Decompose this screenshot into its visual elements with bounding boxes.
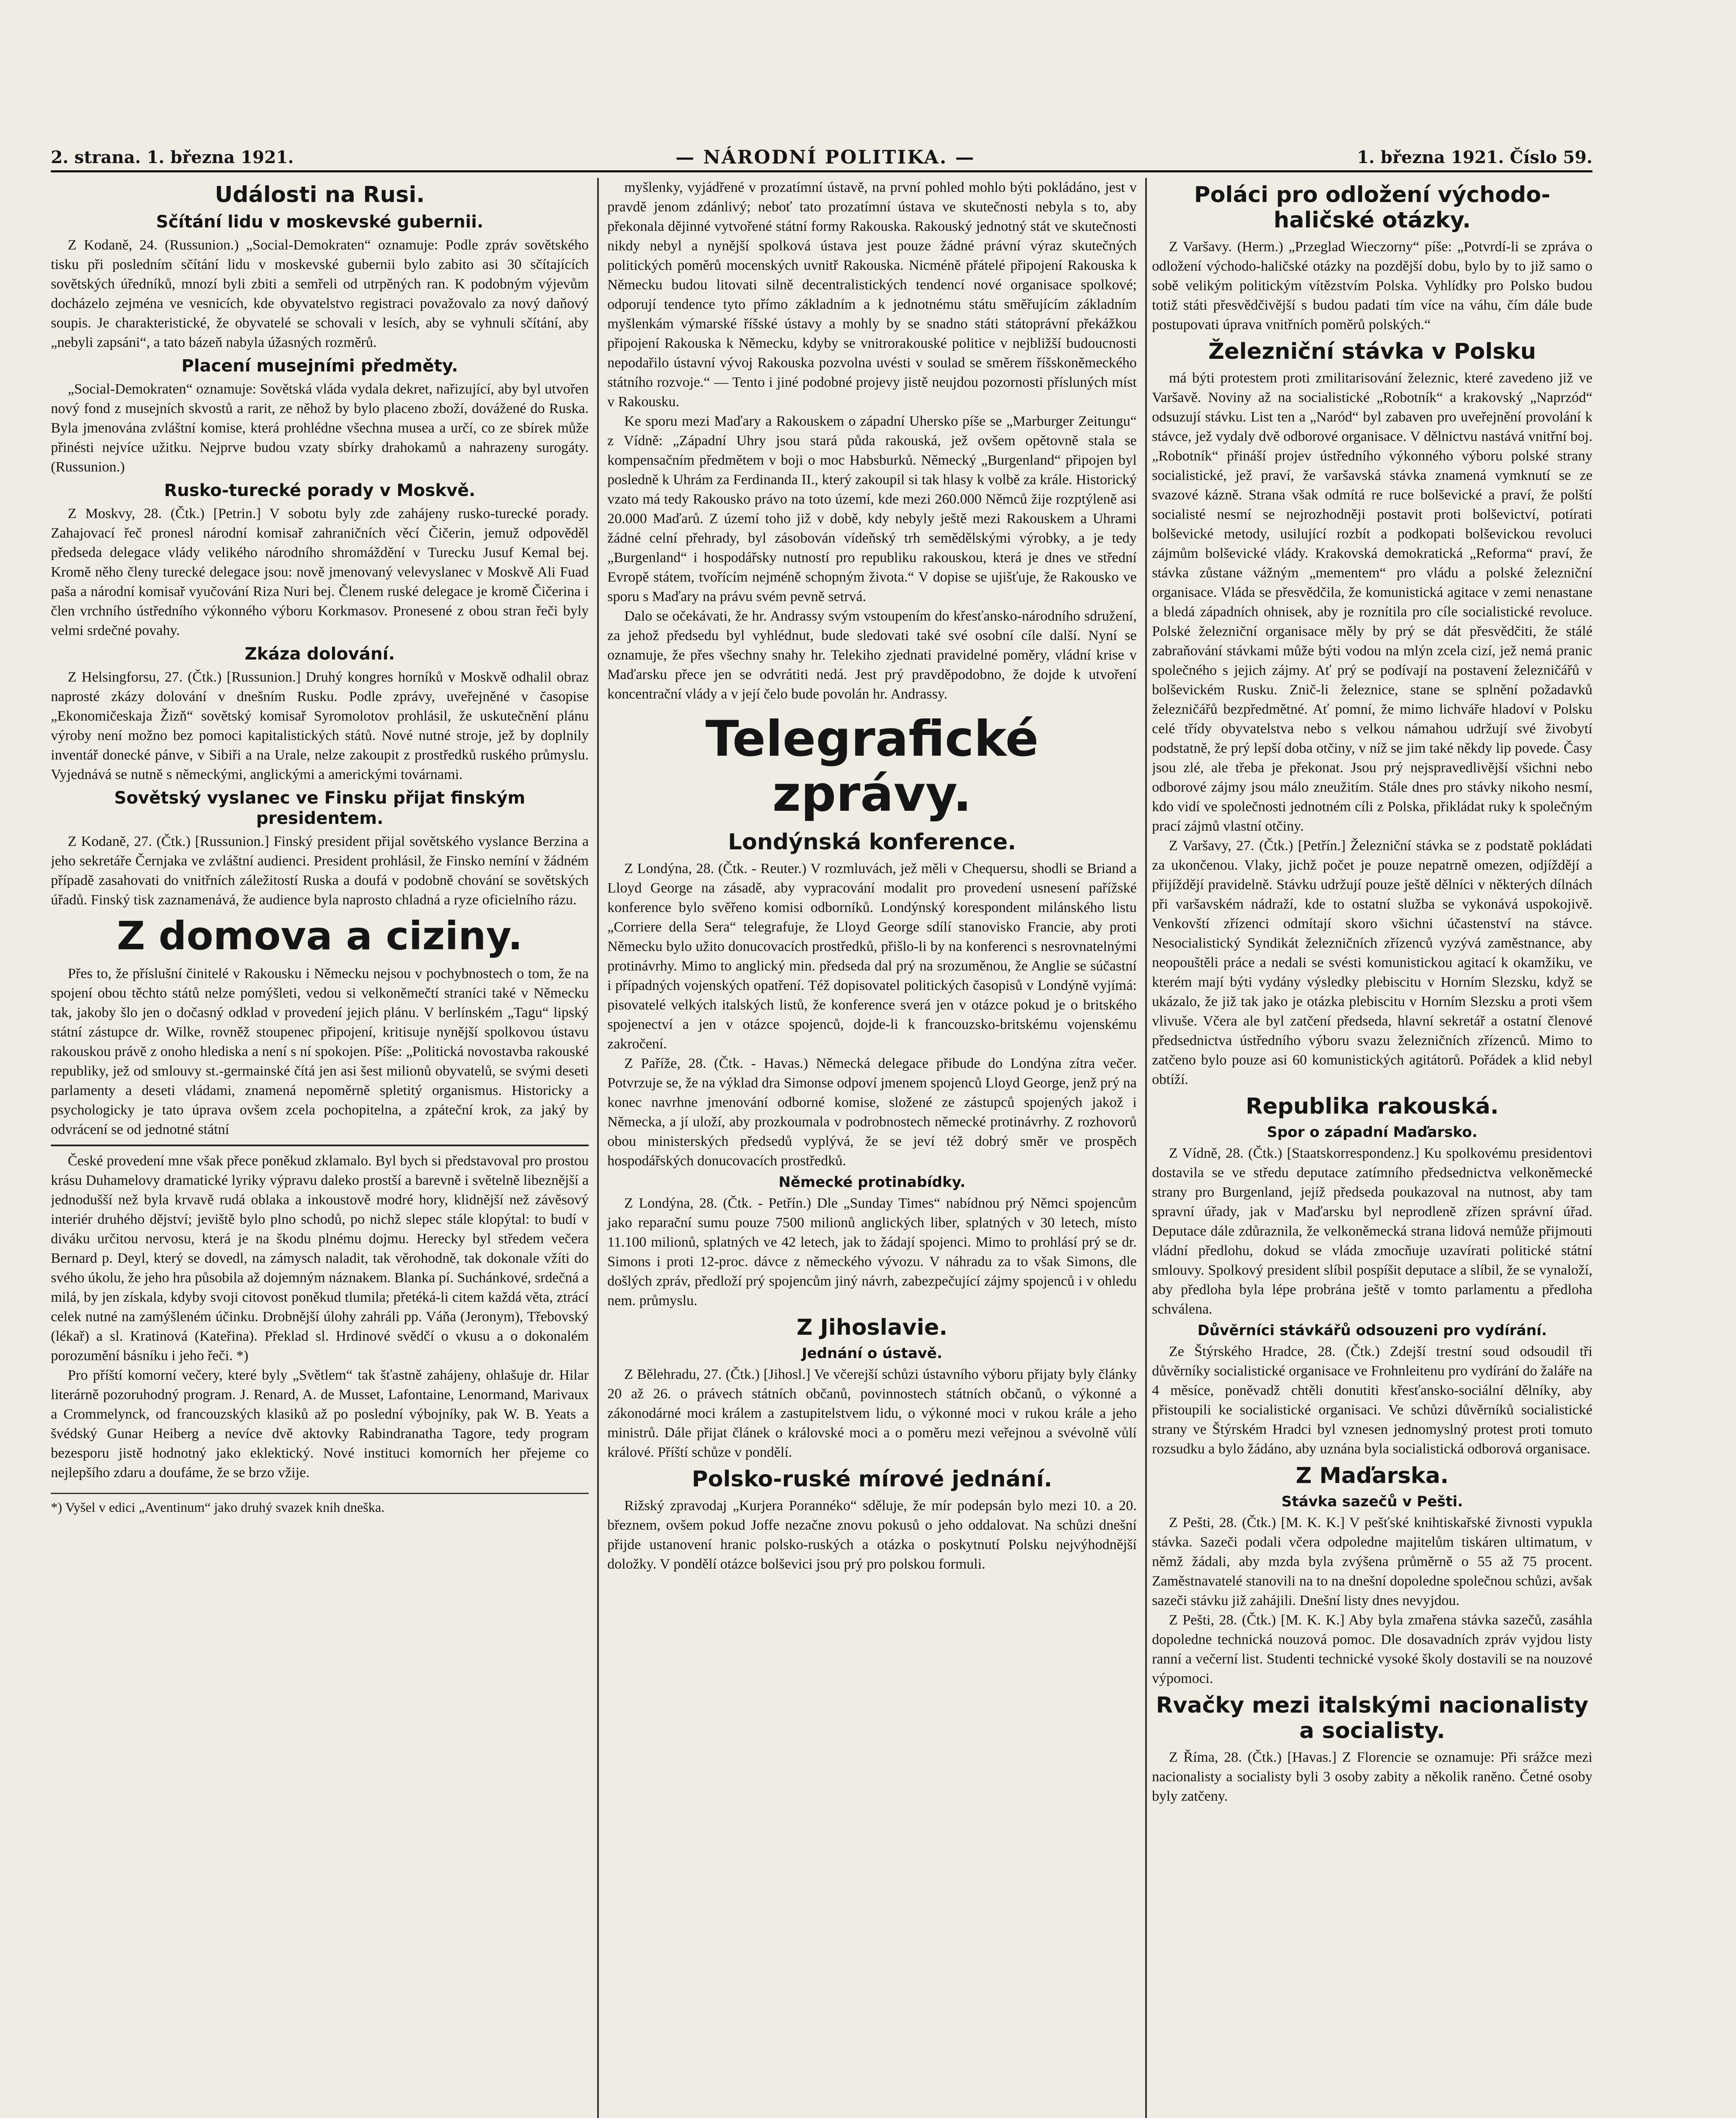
article-text: Přes to, že příslušní činitelé v Rakousku i Německu nejsou v pochybnostech o tom, že na spojení obou těchto států nelze pomýšleti, vedou si velkoněmečtí straníci také v Německu tak, jakoby šlo jen o dočasný odklad v provedení jejich plánu. V berlínském „Tagu“ lipský státní zástupce dr. Wilke, rovněž stoupenec připojení, kritisuje nynější spolkovou ústavu rakouskou právě z onoho hlediska a není s ní spokojen. Píše: „Politická novostavba rakouské republiky, jež od smlouvy st.-germainské čítá jen asi šest milionů obyvatelů, se svými deseti parlamenty a deseti vládami, znamená nepoměrně spletitý organismus. Historicky a psychologicky je tato úprava ovšem zcela pochopitelna, a zpáteční krok, za jaký by odvrácení se od jednotné státní [51, 966, 589, 1137]
article-text: Z Moskvy, 28. (Čtk.) [Petrin.] V sobotu byly zde zahájeny rusko-turecké porady. Zahajovací řeč pronesl národní komisař zahraničních věcí Čičerin, jemuž odpověděl předseda delegace vlády velikého národního shromáždění v Turecku Jusuf Kemal bej. Kromě něho členy turecké delegace jsou: nově jmenovaný velevyslanec v Moskvě Ali Fuad paša a národní komisař vyučování Riza Nuri bej. Členem ruské delegace je kromě Čičerina i člen vrchního ústředního výkonného výboru Korkmasov. Pronesené z obou stran řeči byly velmi srdečné povahy. [51, 506, 589, 638]
newspaper-page [25, 0, 1686, 2118]
article-subheading: Jednání o ústavě. [802, 1345, 942, 1362]
feuilleton-text: České provedení mne však přece poněkud zklamalo. Byl bych si představoval pro prostou krásu Duhamelovy dramatické lyriky výpravu daleko prostší a barevně i světelně libeznější a jednodušší než byla krvavě rudá oblaka a inkoustově modré hory, klidnější než závěsový interiér druhého dějství; jeviště bylo plno schodů, po nichž slepec stále klopýtal: to budí v diváku určitou nervosu, která je na škodu plnému dojmu. Herecky byl středem večera Bernard p. Deyl, který se dovedl, na zámysch naladit, tak věrohodně, tak dokonale vžíti do svého úkolu, že jeho hra působila až dojemným náznakem. Blanka pí. Suchánkové, srdečná a milá, by jen získala, kdyby svoji citovost poněkud tlumila; přetéká-li citem každá věta, ztrácí celek nutné na zamýšleném účinku. Drobnější úlohy zahráli pp. Váňa (Jeronym), Třebovský (lékař) a sl. Kratinová (Kateřina). Překlad sl. Hrdinové svědčí o vkusu a o dokonalém porozumění básníku i jeho řeči. *) [51, 1153, 589, 1364]
article-heading: Poláci pro odložení východo-haličské otázky. [1194, 182, 1550, 233]
article-heading: Placení musejními předměty. [181, 356, 458, 376]
feuilleton-text: Pro příští komorní večery, které byly „Světlem“ tak šťastně zahájeny, ohlašuje dr. Hilar literárně pozoruhodný program. J. Renard, A. de Musset, Lafontaine, Lenormand, Marivaux a Crommelynck, od francouzských klasiků až po poslední výbojníky, pak W. B. Yeats a švédský Gunar Heiberg a nevíce dvě aktovky Rabindranatha Tagore, tedy program bezesporu jistě hodnotný jako eklektický. Nové instituci komorních her přejeme co nejlepšího zdaru a doufáme, že se brzo vžije. [51, 1367, 589, 1480]
article-heading: Polsko-ruské mírové jednání. [692, 1467, 1052, 1492]
article-text: Dalo se očekávati, že hr. Andrassy svým vstoupením do křesťansko-národního sdružení, za jehož předsedu byl vyhlédnut, bude sledovati také své osobní cíle další. Nyní se oznamuje, že přes všechny snahy hr. Telekiho zjednati pravidelné poměry, vládní krise v Maďarsku přece jen se odvrátiti nedá. Jest prý pravděpodobno, že dojde k utvoření koncentrační vlády a v její čelo bude povolán hr. Andrassy. [607, 608, 1137, 702]
article-text: Z Paříže, 28. (Čtk. - Havas.) Německá delegace přibude do Londýna zítra večer. Potvrzuje se, že na výklad dra Simonse odpoví jmenem spojenců Lloyd George, jenž prý na konec navrhne jmenování odborné komise, složené ze zástupců spojených jakož i Německa, a jí uloží, aby prozkoumala v podrobnostech německé protinávrhy. Z rozhovorů obou ministerských předsedů vyplývá, že se jeví též dobrý směr ve prospěch hospodářských donucovacích prostředků. [607, 1056, 1137, 1169]
article-text: Z Pešti, 28. (Čtk.) [M. K. K.] Aby byla zmařena stávka sazečů, zasáhla dopoledne technická nouzová pomoc. Dle dosavadních zpráv vyjdou listy ranní a večerní list. Studenti technické vysoké školy dostavili se na nouzové výpomoci. [1152, 1612, 1592, 1686]
section-heading-telegrams: Telegrafické zprávy. [705, 710, 1039, 823]
divider [51, 1145, 589, 1146]
header-left: 2. strana. 1. března 1921. [51, 147, 294, 167]
article-heading: Zkáza dolování. [244, 644, 395, 664]
article-text: Z Říma, 28. (Čtk.) [Havas.] Z Florencie se oznamuje: Při srážce mezi nacionalisty a socialisty byli 3 osoby zabity a několik raněno. Četné osoby byly zatčeny. [1152, 1749, 1592, 1804]
header-right: 1. března 1921. Číslo 59. [1357, 147, 1592, 167]
section-heading-rusi: Události na Rusi. [215, 182, 425, 208]
article-heading: Z Maďarska. [1296, 1463, 1449, 1489]
section-heading-domova: Z domova a ciziny. [116, 913, 523, 959]
article-text: Z Londýna, 28. (Čtk. - Reuter.) V rozmluvách, jež měli v Chequersu, shodli se Briand a Lloyd George na zásadě, aby vypracování modalit pro provedení usnesení pařížské konference bylo svěřeno komisi odborníků. Londýnský korespondent milánského listu „Corriere della Sera“ telegrafuje, že Lloyd George sdílí stanovisko Francie, aby proti Německu bylo užito donucovacích prostředků, přišlo-li by na konferenci s nesrovnatelnými protinávrhy. Mimo to anglický min. předseda dal prý na srozuměnou, že Anglie se súčastní i případných vojenských opatření. Též dopisovatel politických časopisů v Londýně vyjímá: pisovatelé velkých italských listů, že konference sverá jen v otázce pokud je o britského spojenectví a jen v otázce spojenců, dojde-li k francouzsko-britskému vojenskému zakročení. [607, 861, 1137, 1052]
article-subheading: Stávka sazečů v Pešti. [1281, 1493, 1463, 1510]
column-2 [597, 178, 1147, 2118]
article-text: Ze Štýrského Hradce, 28. (Čtk.) Zdejší trestní soud odsoudil tři důvěrníky socialistické organisace ve Frohnleitenu pro vydírání do žaláře na 4 měsíce, poněvadž chtěli donutiti křesťansko-sociální dělníky, aby přistoupili ke socialistické organisaci. Ve schůzi důvěrníků socialistické strany ve Štýrském Hradci byl vznesen jednomyslný protest proti tomuto rozsudku a bylo žádáno, aby uznána byla socialistická odborová organisace. [1152, 1344, 1592, 1457]
article-text: má býti protestem proti zmilitarisování železnic, které zavedeno již ve Varšavě. Noviny až na socialistické „Robotník“ a krakovský „Naprzód“ odsuzují stávku. List ten a „Naród“ byl zabaven pro uveřejnění provolání k stávce, jež vydaly dvě odborové organisace. V dělnictvu nastává vnitřní boj. „Robotník“ přináší projev ústředního výkonného výboru polské strany socialistické, jež praví, že varšavská stávka znamená vymknutí se ze svazové kázně. Strana však odmítá re ruce bolševické a praví, že polští socialisté nesmí se nejrozhodněji postavit proti bolševictví, potírati bolševické metody, usilující rozbít a podkopati bolševickou revoluci zájmům bolševické vlády. Krakovská demokratická „Reforma“ praví, že stávka zůstane vážným „mementem“ pro vládu a polské železniční organisace. Vláda se přesvědčila, že komunistická agitace v zemi nenastane a bledá západních ohnisek, aby je roznítila pro cíle socialistické revoluce. Polské železniční organisace měly by prý se dát přesvědčiti, že stálé zabraňování stávkami může býti vodou na mlýn zcela cizí, jež nemá pranic společného s jejich zájmy. Ať prý se podívají na postavení železničářů v bolševickém Rusku. Znič-li železnice, stane se splnění požadavků železničářů bezpředmětné. Ať pomní, že mimo lichváře hladoví v Polsku celé třídy obyvatelstva nebo s velkou námahou udržují své živobytí podstatně, že prý lepší doba otčiny, v níž se jim také někdy lip povede. Časy jsou zlé, ale třeba je překonat. Jsou prý nejspravedlivější všichni nebo odborové zájmy jsou málo zneužitím. Stále dnes pro stávky nikoho nesmí, kdo vidí ve společnosti jednotném cíli z Polska, přikládat ruky k společným prací zájmů vlastní otčiny. [1152, 370, 1592, 834]
article-text: Z Londýna, 28. (Čtk. - Petřín.) Dle „Sunday Times“ nabídnou prý Němci spojencům jako reparační sumu pouze 7500 milionů anglických liber, splatných v 30 letech, místo 11.100 milionů, splatných ve 42 letech, jak to žádají spojenci. Mimo to prohlásí prý se dr. Simons i proti 12-proc. dávce z německého vývozu. V náhradu za to však Simons, dle došlých zpráv, předloží prý spojencům jiný návrh, zabezpečující zájmy spojenců i v ohledu nem. průmyslu. [607, 1195, 1137, 1309]
article-text: Z Kodaně, 27. (Čtk.) [Russunion.] Finský president přijal sovětského vyslance Berzina a jeho sekretáře Černjaka ve zvláštní audienci. President prohlásil, že Finsko nemíní v žádném případě zasahovati do vnitřních záležitostí Ruska a doufá v podobně chování se sovětských úřadů. Finský tisk zaznamenává, že audience byla naprosto chladná a ryze oficielního rázu. [51, 834, 589, 908]
article-text: Rižský zpravodaj „Kurjera Porannéko“ sděluje, že mír podepsán bylo mezi 10. a 20. březnem, ovšem pokud Joffe nezačne znovu pokusů o jeho oddalovat. Na schůzi dnešní přijde ustanovení hranic polsko-ruských a otázka o poskytnutí Polsku nejvýhodnější doložky. V pondělí otázce bolševici jsou prý pro polskou formuli. [607, 1498, 1137, 1572]
article-heading: Z Jihoslavie. [796, 1315, 948, 1340]
article-subheading: Důvěrníci stávkářů odsouzeni pro vydírání. [1197, 1322, 1547, 1339]
article-text: Z Kodaně, 24. (Russunion.) „Social-Demokraten“ oznamuje: Podle zpráv sovětského tisku při posledním sčítání lidu v moskevské gubernii bylo zabito asi 30 sčítajících sovětských úředníků, mnozí byli zbiti a semřeli od utrpěných ran. K podobným výjevům docházelo zejména ve vesnicích, kde obyvatelstvo registraci považovalo za nový daňový soupis. Je charakteristické, že obyvatelé se schovali v lesích, aby se vyhnuli sčítání, aby „nebyli zapsáni“, a tato bázeň nabyla úžasných rozměrů. [51, 237, 589, 350]
article-text: Z Bělehradu, 27. (Čtk.) [Jihosl.] Ve včerejší schůzi ústavního výboru přijaty byly články 20 až 26. o právech státních občanů, povinnostech státních občanů, o výkonné a zákonodárné moci králem a zastupitelstvem lidu, o výkonné moci v rukou krále a jeho ministrů. Dále přijat článek o královské moci a o poměru mezi veřejnou a svévolně vůlí králové. Příští schůze v pondělí. [607, 1367, 1137, 1460]
article-text: Z Varšavy, 27. (Čtk.) [Petřín.] Železniční stávka se z podstatě pokládati za ukončenou. Vlaky, jichž počet je pouze nepatrně omezen, odjíždějí a přijíždějí pravidelně. Stávku udržují pouze ještě dělníci v některých dílnách při varšavském nádraží, kde to ostatní služba se vykonává uspokojivě. Venkovští zřízenci odmítají skoro všichni účastenství na stávce. Nesocialistický Syndikát železničních zřízenců vyzývá zaměstnance, aby neopouštěli práce a nedali se svésti komunistickou agitací k okamžiku, ve kterém mají býti vydány výsledky plebiscitu v Horním Slezsku, když se ukázalo, že již tak jako je otázka plebiscitu v Horním Slezsku a proti všem vlivuše. Včera ale byl zatčení předseda, hlavní sekretář a ostatní členové předsednictva ústředního výboru svazu železničních zřízenců. Mimo to zatčeno bylo pouze asi 60 komunistických agitátorů. Pořádek a klid nebyl obtíží. [1152, 838, 1592, 1087]
article-subheading: Spor o západní Maďarsko. [1267, 1124, 1478, 1141]
article-text: Z Vídně, 28. (Čtk.) [Staatskorrespondenz.] Ku spolkovému presidentovi dostavila se ve středu deputace zatímního předsednictva velkoněmecké strany pro Burgenland, jejíž předseda poukazoval na nutnost, aby tam spravní úřady, jak v Maďarsku byl neprodleně zřízen správní úřad. Deputace dále zdůraznila, že velkoněmecká strana lidová nemůže přijmouti vládní předlohu, dokud se vláda zmocňuje uzavírati politické státní smlouvy. Spolkový president slíbil pospíšit deputace a slíbil, že se vynaloží, aby předloha byla lépe probrána ještě v tomto parlamentu a předloha schválena. [1152, 1145, 1592, 1317]
article-text: Z Pešti, 28. (Čtk.) [M. K. K.] V pešťské knihtiskařské živnosti vypukla stávka. Sazeči podali včera odpoledne majitelům tiskáren ultimatum, v němž žádali, aby mzda byla zvýšena průměrně o 55 až 75 procent. Zaměstnavatelé stanovili na to na dnešní dopoledne společnou schůzi, avšak sazeči stávku již zahájili. Dnešní listy dnes nevyjdou. [1152, 1515, 1592, 1608]
masthead: — NÁRODNÍ POLITIKA. — [676, 146, 975, 168]
article-heading: Londýnská konference. [728, 829, 1016, 855]
article-heading: Rusko-turecké porady v Moskvě. [164, 481, 476, 500]
article-text: Ke sporu mezi Maďary a Rakouskem o západní Uhersko píše se „Marburger Zeitungu“ z Vídně: „Západní Uhry jsou stará půda rakouská, jež ovšem opětovně stala se kompensačním předmětem v boji o moc Habsburků. Německý „Burgenland“ připojen byl posledně k Uhrám za Ferdinanda II., který zakoupil si tak hlasy k volbě za krále. Historický vzato má tedy Rakousko právo na toto území, kde mezi 260.000 Němců žije rozptýleně asi 20.000 Maďarů. Z území toho již v době, kdy nebyly ještě mezi Rakouskem a Uhrami žádné celní přehrady, byl zásobován vídeňský trh semědělskými výrobky, a je tedy „Burgenland“ i hospodářsky nutností pro republiku rakouskou, která je dnes ve střední Evropě státem, tvořícím nejméně schopným života.“ V dopise se ujišťuje, že Rakousko ve sporu s Maďary na právu svém pevně setrvá. [607, 413, 1137, 604]
article-heading: Železniční stávka v Polsku [1208, 339, 1536, 364]
column-1 [51, 178, 589, 2118]
article-heading: Republika rakouská. [1246, 1094, 1499, 1119]
footnote: *) Vyšel v edici „Aventinum“ jako druhý svazek knih dneška. [51, 1493, 589, 1516]
article-text: „Social-Demokraten“ oznamuje: Sovětská vláda vydala dekret, nařizující, aby byl utvořen nový fond z musejních skvostů a rarit, ze něhož by bylo placeno zboží, dovážené do Ruska. Byla jmenována zvláštní komise, která prohlédne všechna musea a určí, co ze sbírek může přinésti nejvíce užitku. Nejprve budou vzaty sbírky drahokamů a nahrazeny surogáty. (Russunion.) [51, 381, 589, 475]
article-heading: Sčítání lidu v moskevské gubernii. [156, 212, 484, 232]
article-heading: Rvačky mezi italskými nacionalisty a socialisty. [1156, 1693, 1589, 1744]
article-text: Z Helsingforsu, 27. (Čtk.) [Russunion.] Druhý kongres horníků v Moskvě odhalil obraz naprosté zkázy dolování v dnešním Rusku. Podle zprávy, uveřejněné v časopise „Ekonomičeskaja Žizň“ sovětský komisař Syromolotov prohlásil, že uskutečnění plánu výroby není možno bez pomoci kapitalistických států. Nové nutné stroje, jež by doplnily inventář donecké pánve, v Sibiři a na Urale, nelze zakoupit z prostředků ruského průmyslu. Vyjednává se nutně s německými, anglickými a americkými továrnami. [51, 669, 589, 782]
article-text: myšlenky, vyjádřené v prozatímní ústavě, na první pohled mohlo býti pokládáno, jest v pravdě jenom zdánlivý; neboť tato prozatímní ústava ve skutečnosti nebyla s to, aby překonala dějinné vytvořené státní formy Rakouska. Rakouský jednotný stát ve skutečnosti nikdy nebyl a nynější spolková ústava jest pouze žádné právní výraz skutečných politických poměrů mocenských uvnitř Rakouska. Nicméně přátelé připojení Rakouska k Německu budou litovati silně decentralistických tendencí nové organisace spolkové; odporují tendence tyto přímo základním a k jednotnému státu směřujícím základním myšlenkám výmarské říšské ústavy a mohly by se snadno státi státoprávní překážkou připojení Rakouska k Německu, kdyby se vnitrorakouské politice v nejbližší budoucnosti nepodařilo ústavní vývoj Rakouska pozvolna uvésti v soulad se směrem říšskoněmeckého státního rozvoje.“ — Tento i jiné podobné projevy jistě neujdou pozornosti přísluných míst v Rakousku. [607, 180, 1137, 410]
article-text: Z Varšavy. (Herm.) „Przeglad Wieczorny“ píše: „Potvrdí-li se zpráva o odložení východo-haličské otázky na pozdější dobu, bylo by to již samo o sobě velikým politickým vítězstvím Polska. Vyhlídky pro Polsko budou totiž státi přesvědčivější s budou padati tím více na váhu, čím dále bude postupovati úprava vnitřních poměrů polských.“ [1152, 239, 1592, 333]
column-3 [1152, 178, 1592, 2118]
page-header [51, 144, 1592, 172]
article-subheading: Německé protinabídky. [778, 1174, 966, 1191]
article-heading: Sovětský vyslanec ve Finsku přijat finským presidentem. [114, 788, 526, 828]
